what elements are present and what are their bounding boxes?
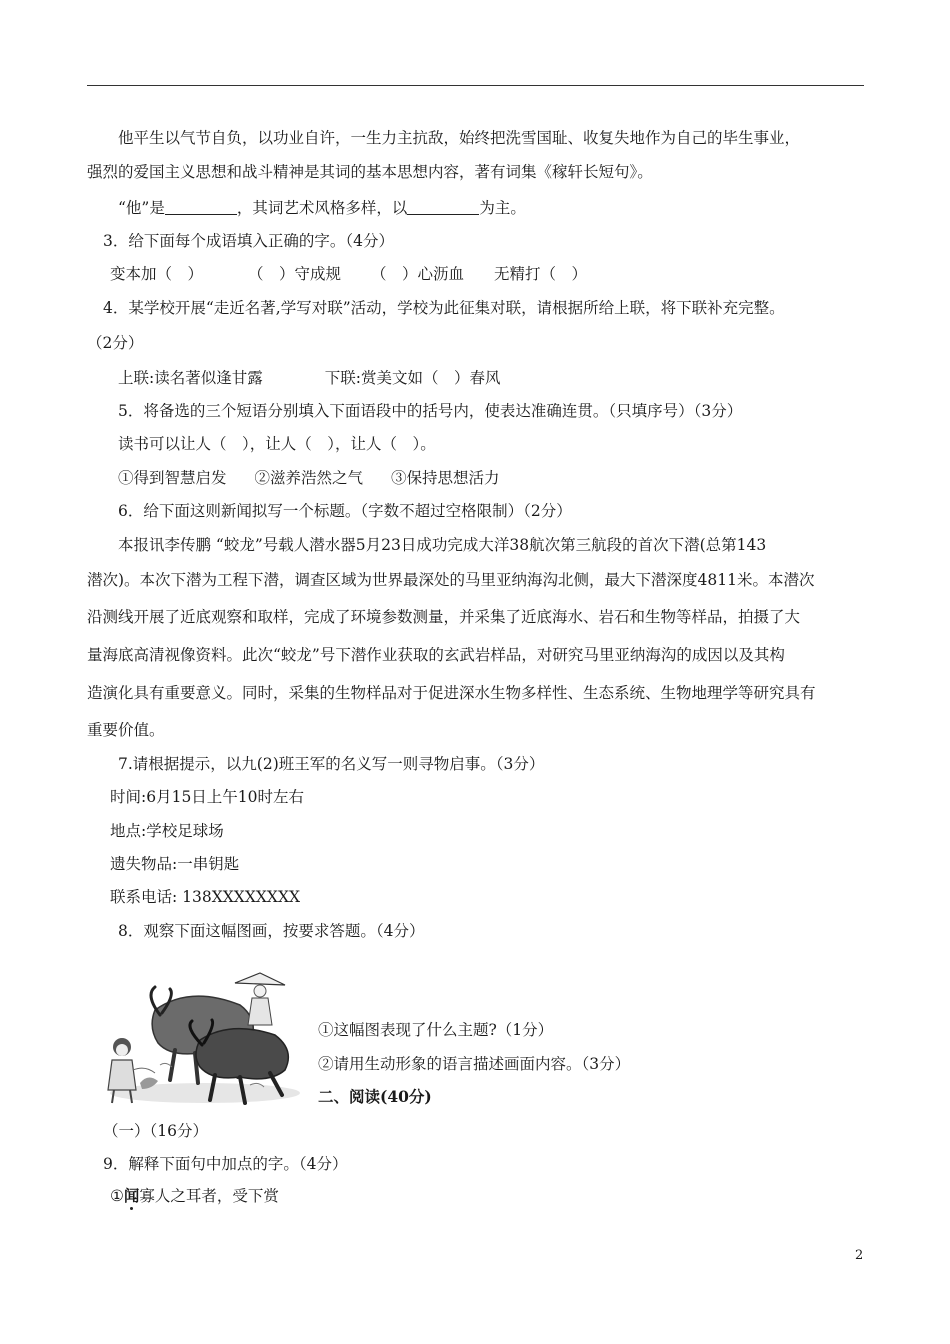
news-line-6: 重要价值。 xyxy=(87,721,165,739)
page-number: 2 xyxy=(855,1248,864,1263)
couplet-lower: 下联:赏美文如（ ）春风 xyxy=(324,369,501,387)
news-line-5: 造演化具有重要意义。同时，采集的生物样品对于促进深水生物多样性、生态系统、生物地理学等研究具有 xyxy=(87,684,816,702)
q8-sub-2: ②请用生动形象的语言描述画面内容。（3分） xyxy=(318,1055,631,1073)
q9-item-number: ① xyxy=(110,1187,124,1205)
idiom-item-1: 变本加（ ） xyxy=(110,265,204,283)
part-one-heading: （一）（16分） xyxy=(103,1122,208,1140)
q5-option-1: ①得到智慧启发 xyxy=(118,469,227,487)
q5-option-2: ②滋养浩然之气 xyxy=(254,469,364,487)
idiom-item-4: 无精打（ ） xyxy=(494,265,588,283)
intro-line-1: 他平生以气节自负，以功业自许，一生力主抗敌，始终把洗雪国耻、收复失地作为自己的毕生事业， xyxy=(118,129,801,147)
intro-line-2: 强烈的爱国主义思想和战斗精神是其词的基本思想内容，著有词集《稼轩长短句》。 xyxy=(87,163,653,181)
q7-title: 7.请根据提示，以九(2)班王军的名义写一则寻物启事。（3分） xyxy=(118,755,545,773)
q3-title: 3．给下面每个成语填入正确的字。（4分） xyxy=(103,232,394,250)
couplet-line xyxy=(118,368,500,388)
idiom-item-2: （ ）守成规 xyxy=(248,265,342,283)
q4-title: 4．某学校开展“走近名著,学写对联”活动，学校为此征集对联，请根据所给上联，将下联补充完整。 xyxy=(103,299,785,317)
q7-info-phone: 联系电话: 138XXXXXXXX xyxy=(110,888,301,906)
q5-options xyxy=(118,468,500,488)
q5-option-3: ③保持思想活力 xyxy=(391,469,500,487)
q7-info-place: 地点:学校足球场 xyxy=(110,822,224,840)
fill-text-b: ，其词艺术风格多样，以 xyxy=(236,199,408,217)
q5-sentence: 读书可以让人（ ），让人（ ），让人（ ）。 xyxy=(118,435,436,453)
answer-blank-2[interactable] xyxy=(407,198,479,215)
couplet-upper: 上联:读名著似逢甘露 xyxy=(118,369,263,387)
q8-sub-1: ①这幅图表现了什么主题?（1分） xyxy=(318,1021,554,1039)
fill-text-a: “他”是 xyxy=(118,199,165,217)
q7-info-time: 时间:6月15日上午10时左右 xyxy=(110,788,305,806)
answer-blank-1[interactable] xyxy=(165,198,237,215)
fill-text-c: 为主。 xyxy=(479,199,526,217)
q9-item-1 xyxy=(110,1186,279,1206)
news-line-2: 潜次)。本次下潜为工程下潜，调查区域为世界最深处的马里亚纳海沟北侧，最大下潜深度4811米。本潜次 xyxy=(87,571,815,589)
news-line-4: 量海底高清视像资料。此次“蛟龙”号下潜作业获取的玄武岩样品，对研究马里亚纳海沟的成因以及其构 xyxy=(87,646,785,664)
q7-info-item: 遗失物品:一串钥匙 xyxy=(110,855,240,873)
q9-item-text: 寡人之耳者，受下赏 xyxy=(139,1187,279,1205)
idiom-item-3: （ ）心沥血 xyxy=(371,265,465,283)
dotted-character: 闻 xyxy=(123,1186,140,1205)
q5-title: 5．将备选的三个短语分别填入下面语段中的括号内，使表达准确连贯。（只填序号）（3分） xyxy=(118,402,743,420)
q4-score: （2分） xyxy=(87,334,144,352)
news-line-1: 本报讯李传鹏 “蛟龙”号载人潜水器5月23日成功完成大洋38航次第三航段的首次下潜(总第143 xyxy=(118,536,767,554)
header-rule xyxy=(87,85,864,86)
q3-items xyxy=(110,264,587,284)
section-reading-heading: 二、阅读(40分) xyxy=(318,1087,432,1106)
q9-title: 9．解释下面句中加点的字。（4分） xyxy=(103,1155,348,1173)
news-line-3: 沿测线开展了近底观察和取样，完成了环境参数测量，并采集了近底海水、岩石和生物等样品，拍摄了大 xyxy=(87,608,801,626)
ink-painting-illustration xyxy=(100,965,310,1113)
q6-title: 6．给下面这则新闻拟写一个标题。（字数不超过空格限制）（2分） xyxy=(118,502,572,520)
fill-in-question xyxy=(118,198,526,218)
q8-title: 8．观察下面这幅图画，按要求答题。（4分） xyxy=(118,922,425,940)
